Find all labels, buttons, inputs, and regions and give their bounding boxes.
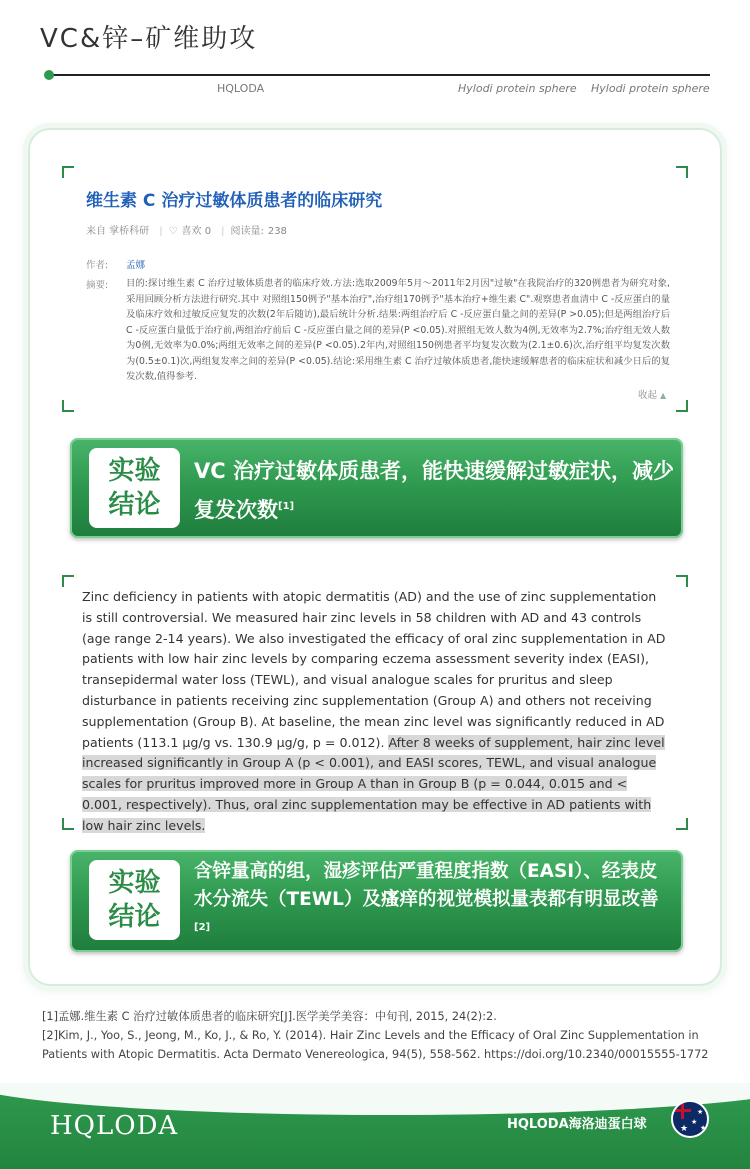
corner-bracket-icon <box>62 575 74 587</box>
reference-marker: [1] <box>278 501 295 512</box>
conclusion-text <box>194 858 674 946</box>
corner-bracket-icon <box>62 400 74 412</box>
abstract-text: 目的:探讨维生素 C 治疗过敏体质患者的临床疗效.方法:选取2009年5月～2011年2月因"过敏"在我院治疗的320例患者为研究对象,采用回顾分析方法进行研究.其中 对照组150例予"基本治疗",治疗组170例予"基本治疗+维生素 C".观察患者血清中 C -反应蛋白的量及临床疗效和过敏反应复发的次数(2年后随访),最后统计分析.结果:两组治疗后 C -反应蛋白量之间的差异(P >0.05);但是两组治疗后 C -反应蛋白量低于治疗前,两组治疗前后 C -反应蛋白量之间的差异(P <0.05).对照组无效人数为4例,无效率为2.7%;治疗组无效人数为0例,无效率为0.0%;两组无效率之间的差异(P <0.05).2年内,对照组150例患者平均复发次数为(2.1±0.6)次,治疗组平均复发次数为(0.5±0.1)次,两组复发率之间的差异(P <0.05).结论:采用维生素 C 治疗过敏体质患者,能快速缓解患者的临床症状和减少日后的复发次数,值得参考. <box>126 278 670 382</box>
footer-brand-cn: HQLODA海洛迪蛋白球 <box>507 1117 647 1132</box>
collapse-label: 收起 <box>638 390 658 401</box>
reference-item[interactable]: [2]Kim, J., Yoo, S., Jeong, M., Ko, J., & Ro, Y. (2014). Hair Zinc Levels and the Efficacy of Oral Zinc Supplementation in Patients with Atopic Dermatitis. Acta Dermato Venereologica, 94(5), 558-562. https://doi.org/10.2340/00015555-1772 <box>42 1029 709 1061</box>
reference-item: [1]孟娜.维生素 C 治疗过敏体质患者的临床研究[J].医学美学美容：中旬刊, 2015, 24(2):2. <box>42 1010 497 1023</box>
corner-bracket-icon <box>676 575 688 587</box>
star-icon: ★ <box>691 1118 698 1126</box>
english-abstract <box>82 587 666 837</box>
header-divider <box>48 74 710 76</box>
abstract-label: 摘要: <box>86 280 109 291</box>
abstract-highlighted: After 8 weeks of supplement, hair zinc level increased significantly in Group A (p < 0.001), and EASI scores, TEWL, and visual analogue scales for pruritus improved more in Group A than in Group B (p = 0.044, 0.015 and < 0.001, respectively). Thus, oral zinc supplementation may be effective in AD patients with low hair zinc levels. <box>82 734 665 833</box>
header-label-right: Hylodi protein sphere <box>591 82 710 95</box>
star-icon: ★ <box>697 1108 704 1116</box>
caret-up-icon: ▲ <box>660 391 667 400</box>
collapse-button[interactable] <box>638 387 666 401</box>
references <box>42 1007 732 1064</box>
header-label-brand: HQLODA <box>217 82 265 95</box>
star-icon: ★ <box>680 1124 689 1134</box>
footer-bar <box>0 1083 750 1169</box>
conclusion-badge <box>89 448 180 528</box>
star-icon: ★ <box>700 1124 707 1132</box>
footer-brand-logo: HQLODA <box>50 1111 179 1141</box>
reference-marker: [2] <box>194 922 211 933</box>
corner-bracket-icon <box>676 818 688 830</box>
paper-title[interactable]: 维生素 C 治疗过敏体质患者的临床研究 <box>86 191 383 211</box>
reads-label: 阅读量: <box>230 226 264 237</box>
conclusion-text <box>194 454 674 528</box>
conclusion-badge <box>89 860 180 940</box>
conclusion-body: VC 治疗过敏体质患者，能快速缓解过敏症状，减少复发次数 <box>194 459 674 522</box>
meta-separator: | <box>221 226 225 237</box>
conclusion-banner-2 <box>70 850 683 952</box>
conclusion-banner-1 <box>70 438 683 538</box>
union-jack-icon <box>673 1102 691 1119</box>
header-dot-icon <box>44 70 54 80</box>
reads-value: 238 <box>267 226 287 237</box>
corner-bracket-icon <box>62 166 74 178</box>
australia-flag-icon <box>671 1100 709 1138</box>
heart-icon[interactable]: ♡ <box>168 226 178 237</box>
badge-label: 实验结论 <box>108 868 161 932</box>
abstract-plain: Zinc deficiency in patients with atopic dermatitis (AD) and the use of zinc supplementation is still controversial. We measured hair zinc levels in 58 children with AD and 43 controls (age range 2-14 years). We also investigated the efficacy of oral zinc supplementation in AD patients with low hair zinc levels by comparing eczema assessment severity index (EASI), transepidermal water loss (TEWL), and visual analogue scales for pruritus and sleep disturbance in patients receiving zinc supplementation (Group A) and others not receiving supplementation (Group B). At baseline, the mean zinc level was significantly reduced in AD patients (113.1 μg/g vs. 130.9 μg/g, p = 0.012). <box>82 589 666 750</box>
likes-count[interactable]: 喜欢 0 <box>181 226 212 237</box>
header-label-mid: Hylodi protein sphere <box>458 82 577 95</box>
paper-meta <box>86 222 291 237</box>
meta-separator: | <box>159 226 163 237</box>
author-link[interactable]: 孟娜 <box>126 260 146 271</box>
conclusion-body: 含锌量高的组，湿疹评估严重程度指数（EASI）、经表皮水分流失（TEWL）及瘙痒的视觉模拟量表都有明显改善 <box>194 861 659 910</box>
badge-label: 实验结论 <box>108 456 161 520</box>
corner-bracket-icon <box>676 400 688 412</box>
paper-source: 来自 掌桥科研 <box>86 226 150 237</box>
corner-bracket-icon <box>62 818 74 830</box>
author-label: 作者: <box>86 260 109 271</box>
corner-bracket-icon <box>676 166 688 178</box>
page-title: VC&锌–矿维助攻 <box>40 24 258 54</box>
